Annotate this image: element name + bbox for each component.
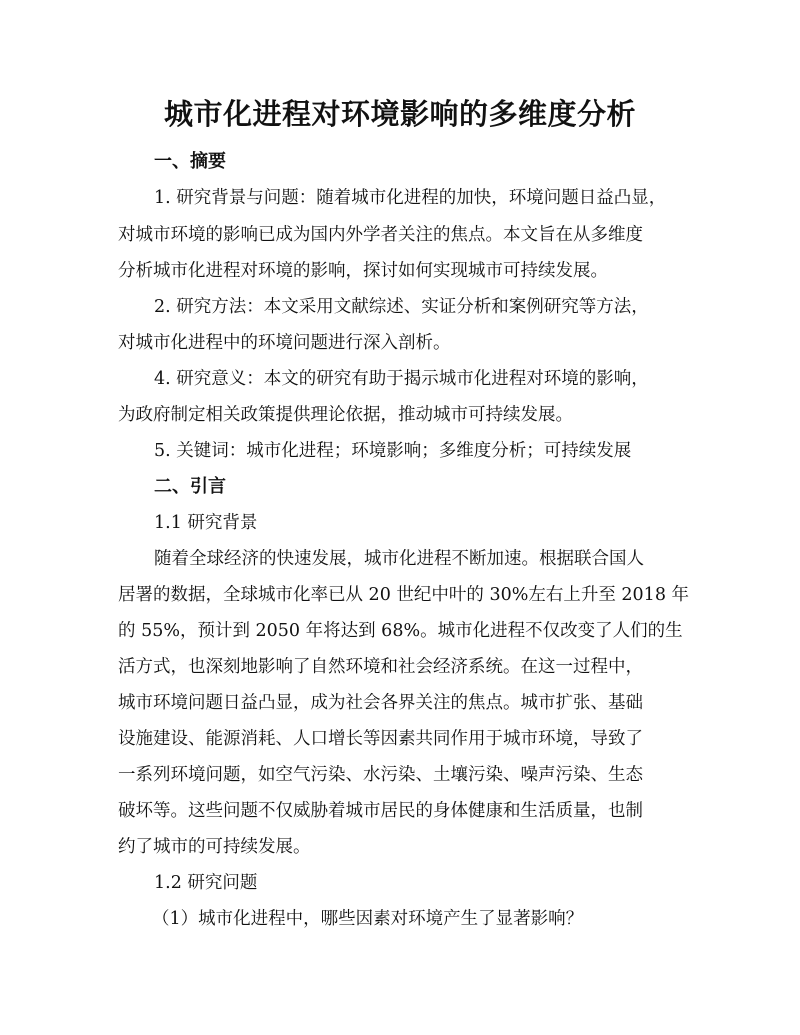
abstract-item-1-line-3: 分析城市化进程对环境的影响，探讨如何实现城市可持续发展。 xyxy=(118,261,608,281)
research-question-1: （1）城市化进程中，哪些因素对环境产生了显著影响？ xyxy=(152,909,584,929)
abstract-keywords-line: 5. 关键词：城市化进程；环境影响；多维度分析；可持续发展 xyxy=(154,441,632,461)
section-1-2-heading: 1.2 研究问题 xyxy=(154,873,258,893)
background-line-3: 的 55%，预计到 2050 年将达到 68%。城市化进程不仅改变了人们的生 xyxy=(118,621,683,641)
background-line-6: 设施建设、能源消耗、人口增长等因素共同作用于城市环境，导致了 xyxy=(118,729,643,749)
introduction-heading: 二、引言 xyxy=(154,476,226,497)
background-line-4: 活方式，也深刻地影响了自然环境和社会经济系统。在这一过程中， xyxy=(118,657,643,677)
abstract-item-2-line-2: 对城市化进程中的环境问题进行深入剖析。 xyxy=(118,333,451,353)
background-line-1: 随着全球经济的快速发展，城市化进程不断加速。根据联合国人 xyxy=(154,549,644,569)
abstract-item-1-line-1: 1. 研究背景与问题：随着城市化进程的加快，环境问题日益凸显， xyxy=(154,188,667,208)
background-line-5: 城市环境问题日益凸显，成为社会各界关注的焦点。城市扩张、基础 xyxy=(118,693,643,713)
background-line-7: 一系列环境问题，如空气污染、水污染、土壤污染、噪声污染、生态 xyxy=(118,765,643,785)
abstract-item-2-line-1: 2. 研究方法：本文采用文献综述、实证分析和案例研究等方法， xyxy=(154,297,649,317)
abstract-item-1-line-2: 对城市环境的影响已成为国内外学者关注的焦点。本文旨在从多维度 xyxy=(118,225,643,245)
section-1-1-heading: 1.1 研究背景 xyxy=(154,513,258,533)
background-line-9: 约了城市的可持续发展。 xyxy=(118,837,311,857)
abstract-item-4-line-2: 为政府制定相关政策提供理论依据，推动城市可持续发展。 xyxy=(118,405,573,425)
background-line-8: 破坏等。这些问题不仅威胁着城市居民的身体健康和生活质量，也制 xyxy=(118,801,643,821)
background-line-2: 居署的数据，全球城市化率已从 20 世纪中叶的 30%左右上升至 2018 年 xyxy=(118,585,690,605)
document-title: 城市化进程对环境影响的多维度分析 xyxy=(163,97,636,131)
abstract-item-4-line-1: 4. 研究意义：本文的研究有助于揭示城市化进程对环境的影响， xyxy=(154,369,649,389)
abstract-heading: 一、摘要 xyxy=(154,151,226,172)
